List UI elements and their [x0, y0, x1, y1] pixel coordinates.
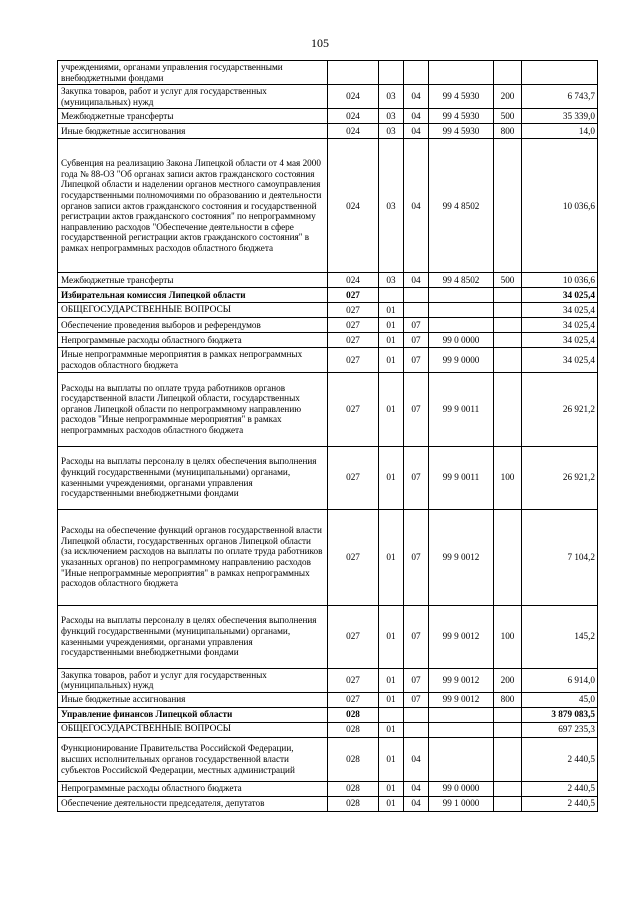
cell-csr: 99 9 0011	[429, 372, 494, 446]
cell-sum: 6 914,0	[522, 668, 598, 692]
cell-ved: 024	[328, 273, 379, 288]
cell-name: Межбюджетные трансферты	[58, 109, 328, 124]
cell-pr: 04	[404, 109, 429, 124]
cell-csr: 99 4 5930	[429, 124, 494, 139]
cell-sum: 10 036,6	[522, 273, 598, 288]
cell-ved: 028	[328, 707, 379, 722]
cell-sum: 697 235,3	[522, 722, 598, 737]
cell-vr	[494, 707, 522, 722]
cell-rz: 03	[379, 85, 404, 109]
cell-vr	[494, 737, 522, 781]
cell-rz: 01	[379, 668, 404, 692]
cell-sum: 34 025,4	[522, 318, 598, 333]
cell-csr: 99 4 8502	[429, 273, 494, 288]
cell-rz: 01	[379, 722, 404, 737]
table-row	[58, 109, 598, 124]
cell-rz: 01	[379, 509, 404, 605]
cell-name: ОБЩЕГОСУДАРСТВЕННЫЕ ВОПРОСЫ	[58, 303, 328, 318]
cell-rz: 01	[379, 692, 404, 707]
table-row	[58, 61, 598, 85]
cell-pr: 07	[404, 372, 429, 446]
cell-pr: 07	[404, 605, 429, 668]
cell-ved: 028	[328, 722, 379, 737]
cell-sum: 145,2	[522, 605, 598, 668]
cell-csr	[429, 61, 494, 85]
cell-name: Расходы на обеспечение функций органов государственной власти Липецкой области, государственных органов Липецкой области (за исключением расходов на выплаты по оплате труда работников указанных органов) по непрограммному направлению расходов "Иные непрограммные мероприятия" в рамках непрограммных расходов областного бюджета	[58, 509, 328, 605]
cell-rz: 01	[379, 303, 404, 318]
budget-table	[57, 60, 598, 812]
cell-pr: 07	[404, 446, 429, 509]
cell-pr	[404, 303, 429, 318]
cell-vr: 800	[494, 124, 522, 139]
cell-rz: 03	[379, 139, 404, 273]
cell-csr: 99 0 0000	[429, 333, 494, 348]
cell-name: Расходы на выплаты персоналу в целях обеспечения выполнения функций государственными (муниципальными) органами, казенными учреждениями, органами управления государственными внебюджетными фондами	[58, 605, 328, 668]
cell-csr: 99 9 0012	[429, 668, 494, 692]
cell-vr	[494, 333, 522, 348]
table-row	[58, 781, 598, 796]
table-row	[58, 668, 598, 692]
cell-name: Непрограммные расходы областного бюджета	[58, 781, 328, 796]
cell-sum: 34 025,4	[522, 303, 598, 318]
cell-rz: 01	[379, 446, 404, 509]
cell-pr	[404, 722, 429, 737]
cell-sum: 3 879 083,5	[522, 707, 598, 722]
cell-csr	[429, 303, 494, 318]
cell-sum: 34 025,4	[522, 288, 598, 303]
cell-sum: 45,0	[522, 692, 598, 707]
cell-name: ОБЩЕГОСУДАРСТВЕННЫЕ ВОПРОСЫ	[58, 722, 328, 737]
cell-name: Обеспечение деятельности председателя, депутатов	[58, 796, 328, 811]
cell-vr: 500	[494, 109, 522, 124]
cell-ved: 028	[328, 781, 379, 796]
cell-vr	[494, 303, 522, 318]
cell-csr	[429, 288, 494, 303]
cell-csr: 99 9 0012	[429, 692, 494, 707]
table-row	[58, 372, 598, 446]
cell-csr	[429, 318, 494, 333]
cell-vr: 100	[494, 605, 522, 668]
cell-name: Расходы на выплаты по оплате труда работников органов государственной власти Липецкой области, государственных органов Липецкой области по непрограммному направлению расходов "Иные непрограммные мероприятия" в рамках непрограммных расходов областного бюджета	[58, 372, 328, 446]
cell-rz	[379, 288, 404, 303]
cell-pr: 04	[404, 139, 429, 273]
cell-pr	[404, 288, 429, 303]
cell-csr: 99 9 0012	[429, 605, 494, 668]
cell-csr: 99 9 0011	[429, 446, 494, 509]
table-row	[58, 692, 598, 707]
cell-rz: 01	[379, 333, 404, 348]
cell-pr: 04	[404, 796, 429, 811]
cell-sum: 7 104,2	[522, 509, 598, 605]
cell-csr: 99 4 5930	[429, 85, 494, 109]
cell-ved: 024	[328, 85, 379, 109]
cell-vr	[494, 372, 522, 446]
cell-ved: 028	[328, 737, 379, 781]
cell-pr: 07	[404, 509, 429, 605]
cell-rz: 01	[379, 348, 404, 372]
cell-ved: 027	[328, 446, 379, 509]
cell-name: учреждениями, органами управления государственными внебюджетными фондами	[58, 61, 328, 85]
cell-csr	[429, 737, 494, 781]
cell-csr: 99 1 0000	[429, 796, 494, 811]
table-row	[58, 333, 598, 348]
cell-csr: 99 9 0012	[429, 509, 494, 605]
cell-name: Непрограммные расходы областного бюджета	[58, 333, 328, 348]
cell-sum: 10 036,6	[522, 139, 598, 273]
cell-pr: 04	[404, 273, 429, 288]
cell-vr	[494, 318, 522, 333]
cell-vr: 200	[494, 85, 522, 109]
cell-name: Межбюджетные трансферты	[58, 273, 328, 288]
table-row	[58, 273, 598, 288]
cell-ved: 027	[328, 668, 379, 692]
cell-pr: 07	[404, 333, 429, 348]
cell-ved: 024	[328, 139, 379, 273]
cell-sum	[522, 61, 598, 85]
cell-rz: 01	[379, 318, 404, 333]
table-row	[58, 796, 598, 811]
cell-name: Иные непрограммные мероприятия в рамках непрограммных расходов областного бюджета	[58, 348, 328, 372]
cell-vr: 500	[494, 273, 522, 288]
cell-vr	[494, 61, 522, 85]
cell-pr: 07	[404, 318, 429, 333]
cell-name: Функционирование Правительства Российской Федерации, высших исполнительных органов государственной власти субъектов Российской Федерации, местных администраций	[58, 737, 328, 781]
cell-ved: 027	[328, 372, 379, 446]
cell-ved: 027	[328, 318, 379, 333]
cell-ved: 027	[328, 348, 379, 372]
cell-rz	[379, 707, 404, 722]
cell-sum: 34 025,4	[522, 333, 598, 348]
cell-rz: 03	[379, 109, 404, 124]
cell-sum: 34 025,4	[522, 348, 598, 372]
cell-csr	[429, 707, 494, 722]
cell-vr	[494, 288, 522, 303]
cell-rz: 01	[379, 796, 404, 811]
cell-ved	[328, 61, 379, 85]
cell-pr: 04	[404, 781, 429, 796]
cell-pr: 04	[404, 124, 429, 139]
table-row	[58, 85, 598, 109]
table-row	[58, 446, 598, 509]
cell-rz: 01	[379, 737, 404, 781]
cell-vr	[494, 796, 522, 811]
cell-sum: 2 440,5	[522, 737, 598, 781]
cell-rz: 03	[379, 273, 404, 288]
cell-ved: 027	[328, 288, 379, 303]
cell-name: Обеспечение проведения выборов и референдумов	[58, 318, 328, 333]
cell-sum: 26 921,2	[522, 372, 598, 446]
cell-pr	[404, 707, 429, 722]
cell-vr	[494, 139, 522, 273]
cell-sum: 6 743,7	[522, 85, 598, 109]
cell-rz: 01	[379, 372, 404, 446]
cell-sum: 14,0	[522, 124, 598, 139]
cell-vr	[494, 348, 522, 372]
table-row	[58, 139, 598, 273]
cell-name: Иные бюджетные ассигнования	[58, 124, 328, 139]
cell-vr	[494, 509, 522, 605]
cell-sum: 35 339,0	[522, 109, 598, 124]
cell-csr: 99 0 0000	[429, 781, 494, 796]
cell-csr	[429, 722, 494, 737]
cell-ved: 027	[328, 509, 379, 605]
cell-rz	[379, 61, 404, 85]
cell-rz: 01	[379, 605, 404, 668]
cell-pr: 04	[404, 85, 429, 109]
cell-vr: 100	[494, 446, 522, 509]
table-row	[58, 605, 598, 668]
cell-name: Расходы на выплаты персоналу в целях обеспечения выполнения функций государственными (муниципальными) органами, казенными учреждениями, органами управления государственными внебюджетными фондами	[58, 446, 328, 509]
cell-rz: 01	[379, 781, 404, 796]
cell-rz: 03	[379, 124, 404, 139]
table-row	[58, 722, 598, 737]
cell-name: Субвенция на реализацию Закона Липецкой области от 4 мая 2000 года № 88-ОЗ "Об органах записи актов гражданского состояния Липецкой области и наделении органов местного самоуправления государственными полномочиями по образованию и деятельности органов записи актов гражданского состояния и государственной регистрации актов гражданского состояния" по непрограммному направлению расходов "Обеспечение деятельности в сфере государственной регистрации актов гражданского состояния" в рамках непрограммных расходов областного бюджета	[58, 139, 328, 273]
table-row	[58, 348, 598, 372]
cell-vr: 200	[494, 668, 522, 692]
cell-vr: 800	[494, 692, 522, 707]
cell-ved: 027	[328, 692, 379, 707]
table-row	[58, 707, 598, 722]
cell-name: Управление финансов Липецкой области	[58, 707, 328, 722]
cell-pr: 07	[404, 348, 429, 372]
cell-sum: 26 921,2	[522, 446, 598, 509]
cell-ved: 024	[328, 124, 379, 139]
cell-ved: 027	[328, 333, 379, 348]
cell-vr	[494, 722, 522, 737]
cell-sum: 2 440,5	[522, 781, 598, 796]
cell-ved: 027	[328, 303, 379, 318]
cell-pr	[404, 61, 429, 85]
table-row	[58, 318, 598, 333]
cell-name: Иные бюджетные ассигнования	[58, 692, 328, 707]
table-row	[58, 303, 598, 318]
cell-pr: 04	[404, 737, 429, 781]
cell-ved: 027	[328, 605, 379, 668]
cell-name: Закупка товаров, работ и услуг для государственных (муниципальных) нужд	[58, 668, 328, 692]
cell-vr	[494, 781, 522, 796]
table-row	[58, 124, 598, 139]
cell-pr: 07	[404, 692, 429, 707]
cell-csr: 99 4 8502	[429, 139, 494, 273]
cell-name: Избирательная комиссия Липецкой области	[58, 288, 328, 303]
cell-sum: 2 440,5	[522, 796, 598, 811]
table-row	[58, 288, 598, 303]
cell-ved: 024	[328, 109, 379, 124]
table-row	[58, 509, 598, 605]
cell-name: Закупка товаров, работ и услуг для государственных (муниципальных) нужд	[58, 85, 328, 109]
page-number: 105	[311, 36, 329, 50]
cell-csr: 99 9 0000	[429, 348, 494, 372]
table-row	[58, 737, 598, 781]
cell-pr: 07	[404, 668, 429, 692]
cell-ved: 028	[328, 796, 379, 811]
cell-csr: 99 4 5930	[429, 109, 494, 124]
